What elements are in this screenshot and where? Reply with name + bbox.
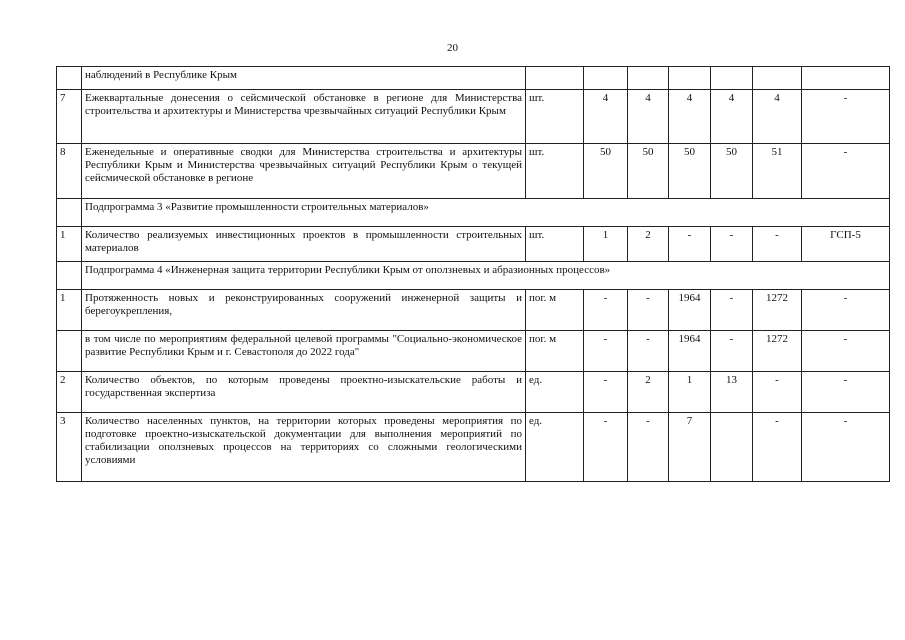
row-number: 1 — [57, 290, 82, 331]
value-year-5: - — [753, 227, 802, 262]
value-year-5: 51 — [753, 144, 802, 199]
value-year-2: - — [628, 413, 669, 482]
value-year-4: - — [711, 290, 753, 331]
row-number — [57, 199, 82, 227]
page-number: 20 — [447, 42, 458, 54]
value-year-4: 50 — [711, 144, 753, 199]
indicator-name: Количество реализуемых инвестиционных проектов в промышленности строительных материалов — [82, 227, 526, 262]
source-cell: - — [802, 90, 890, 144]
value-year-2: 2 — [628, 227, 669, 262]
value-year-4: - — [711, 331, 753, 372]
value-year-4: 13 — [711, 372, 753, 413]
unit-cell: ед. — [526, 372, 584, 413]
value-year-4 — [711, 413, 753, 482]
value-year-5: - — [753, 372, 802, 413]
value-year-3: 1964 — [669, 331, 711, 372]
table-row — [57, 227, 890, 262]
value-year-4: 4 — [711, 90, 753, 144]
row-number: 3 — [57, 413, 82, 482]
value-year-2: 50 — [628, 144, 669, 199]
value-year-1: 50 — [584, 144, 628, 199]
value-year-3: 1964 — [669, 290, 711, 331]
table-row — [57, 290, 890, 331]
value-year-2: 2 — [628, 372, 669, 413]
value-year-3: 1 — [669, 372, 711, 413]
unit-cell: пог. м — [526, 290, 584, 331]
row-number — [57, 67, 82, 90]
value-year-5: 1272 — [753, 331, 802, 372]
value-year-1: - — [584, 413, 628, 482]
row-number: 2 — [57, 372, 82, 413]
subprogram-heading: Подпрограмма 4 «Инженерная защита территории Республики Крым от оползневых и абразионных процессов» — [82, 262, 890, 290]
value-year-1: - — [584, 372, 628, 413]
indicator-name: наблюдений в Республике Крым — [82, 67, 526, 90]
row-number: 7 — [57, 90, 82, 144]
value-year-1: - — [584, 331, 628, 372]
value-year-2 — [628, 67, 669, 90]
unit-cell — [526, 67, 584, 90]
indicator-name: Еженедельные и оперативные сводки для Министерства строительства и архитектуры Республики Крым и Министерства чрезвычайных ситуаций Республики Крым о текущей сейсмической обстановке в регионе — [82, 144, 526, 199]
subprogram-row — [57, 262, 890, 290]
unit-cell: шт. — [526, 144, 584, 199]
indicator-name: Количество населенных пунктов, на территории которых проведены мероприятия по подготовке проектно-изыскательской документации для выполнения мероприятий по стабилизации оползневых процессов на территориях со сложными геологическими условиями — [82, 413, 526, 482]
subprogram-row — [57, 199, 890, 227]
value-year-2: 4 — [628, 90, 669, 144]
value-year-5: 4 — [753, 90, 802, 144]
value-year-5: 1272 — [753, 290, 802, 331]
table-row — [57, 144, 890, 199]
indicators-table — [56, 66, 890, 482]
table-row — [57, 67, 890, 90]
source-cell: - — [802, 413, 890, 482]
unit-cell: ед. — [526, 413, 584, 482]
value-year-2: - — [628, 331, 669, 372]
row-number: 1 — [57, 227, 82, 262]
value-year-3 — [669, 67, 711, 90]
row-number: 8 — [57, 144, 82, 199]
value-year-3: 7 — [669, 413, 711, 482]
source-cell: - — [802, 372, 890, 413]
value-year-2: - — [628, 290, 669, 331]
indicator-name: в том числе по мероприятиям федеральной целевой программы "Социально-экономическое развитие Республики Крым и г. Севастополя до 2022 года" — [82, 331, 526, 372]
unit-cell: пог. м — [526, 331, 584, 372]
value-year-3: 4 — [669, 90, 711, 144]
subprogram-heading: Подпрограмма 3 «Развитие промышленности строительных материалов» — [82, 199, 890, 227]
value-year-1: 4 — [584, 90, 628, 144]
table-row — [57, 90, 890, 144]
value-year-4: - — [711, 227, 753, 262]
row-number — [57, 331, 82, 372]
source-cell: ГСП-5 — [802, 227, 890, 262]
value-year-5: - — [753, 413, 802, 482]
row-number — [57, 262, 82, 290]
source-cell: - — [802, 290, 890, 331]
value-year-5 — [753, 67, 802, 90]
source-cell: - — [802, 331, 890, 372]
value-year-1: - — [584, 290, 628, 331]
indicator-name: Ежеквартальные донесения о сейсмической обстановке в регионе для Министерства строительства и архитектуры и Министерства чрезвычайных ситуаций Республики Крым — [82, 90, 526, 144]
table-row — [57, 331, 890, 372]
table-body — [57, 67, 890, 482]
unit-cell: шт. — [526, 227, 584, 262]
table-row — [57, 372, 890, 413]
value-year-3: 50 — [669, 144, 711, 199]
value-year-1 — [584, 67, 628, 90]
value-year-4 — [711, 67, 753, 90]
value-year-1: 1 — [584, 227, 628, 262]
table-row — [57, 413, 890, 482]
source-cell: - — [802, 144, 890, 199]
unit-cell: шт. — [526, 90, 584, 144]
indicator-name: Протяженность новых и реконструированных сооружений инженерной защиты и берегоукрепления, — [82, 290, 526, 331]
value-year-3: - — [669, 227, 711, 262]
source-cell — [802, 67, 890, 90]
indicator-name: Количество объектов, по которым проведены проектно-изыскательские работы и государственная экспертиза — [82, 372, 526, 413]
